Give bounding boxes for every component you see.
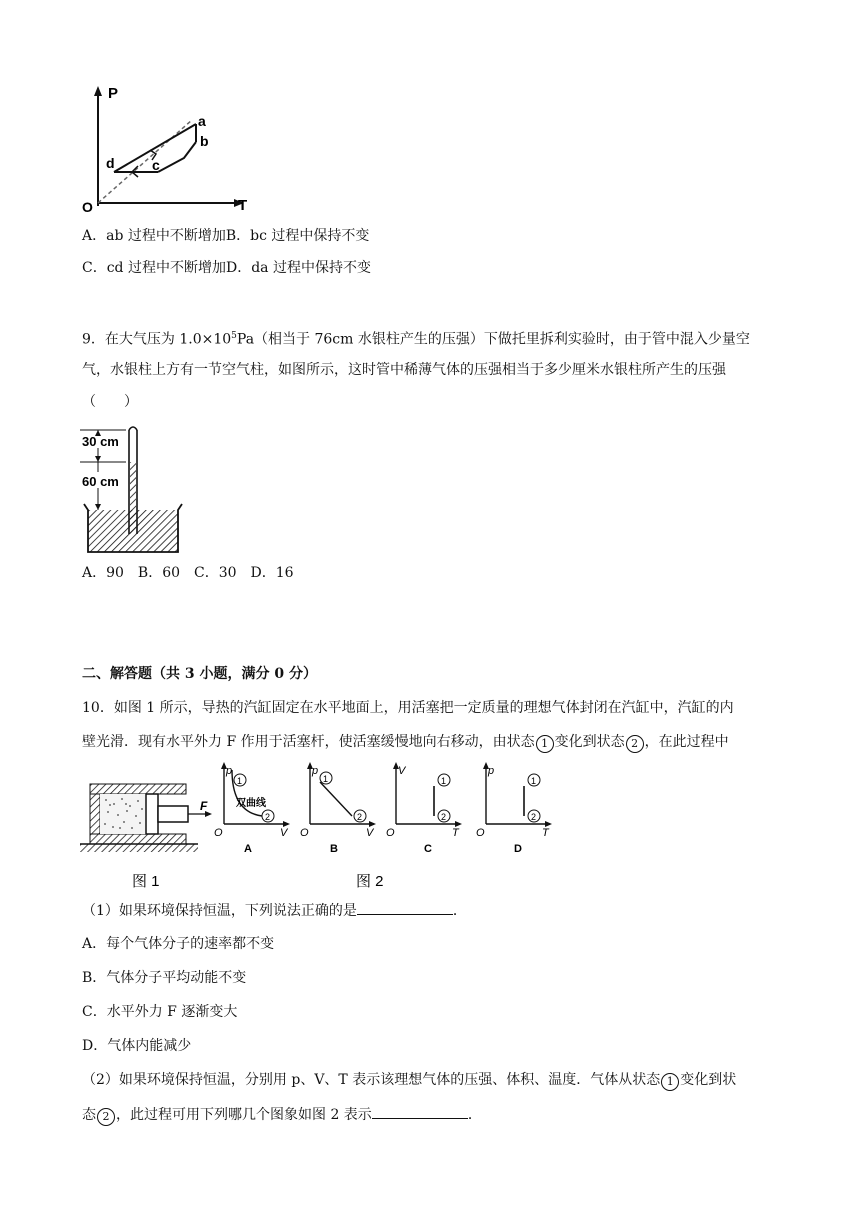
fig2-caption: 图 2: [356, 873, 384, 890]
q10-sub2-part-c: 态: [82, 1107, 96, 1123]
graph-b-state-1: 1: [323, 774, 329, 784]
q9-stem-line-2: 气，水银柱上方有一节空气柱，如图所示，这时管中稀薄气体的压强相当于多少厘米水银柱所产生的压强: [82, 362, 726, 378]
q10-stem-part-a: 壁光滑．现有水平外力 F 作用于活塞杆，使活塞缓慢地向右移动，由状态: [82, 734, 535, 750]
q10-sub1-question: [82, 900, 467, 921]
graph-d: [476, 762, 552, 855]
q9-stem-post: Pa（相当于 76cm 水银柱产生的压强）下做托里拆利实验时，由于管中混入少量空: [236, 331, 750, 348]
force-f-label: F: [200, 799, 208, 813]
graph-d-state-2: 2: [531, 812, 537, 822]
graph-b-y-label: p: [312, 765, 319, 777]
q8-options-line-1: A．ab 过程中不断增加B．bc 过程中保持不变: [82, 228, 370, 244]
q9-stem-line-3: （ ）: [82, 394, 138, 410]
q9-exponent: 5: [231, 331, 237, 341]
graph-a: [214, 762, 290, 855]
q10-stem-line-1: 10．如图 1 所示，导热的汽缸固定在水平地面上，用活塞把一定质量的理想气体封闭在汽缸中，汽缸的内: [82, 700, 734, 716]
q10-sub2-line-2: [82, 1104, 482, 1126]
graph-a-letter: A: [244, 843, 252, 855]
graph-b: [300, 762, 376, 855]
q10-option-b: B．气体分子平均动能不变: [82, 970, 247, 986]
graph-b-state-2: 2: [357, 812, 363, 822]
sub2-state-1-circle: 1: [661, 1073, 679, 1091]
q10-sub2-part-a: （2）如果环境保持恒温，分别用 p、V、T 表示该理想气体的压强、体积、温度．气体从状态: [82, 1072, 661, 1088]
graph-b-origin: O: [300, 827, 309, 839]
q9-stem-line-1: [82, 326, 750, 350]
axis-p-label: P: [108, 85, 119, 102]
graph-c-state-2: 2: [441, 812, 447, 822]
q10-sub2-end: ．: [467, 1107, 482, 1123]
q10-option-c: C．水平外力 F 逐渐变大: [82, 1004, 238, 1020]
q9-tube-diagram: [80, 420, 190, 556]
q10-sub2-line-1: [82, 1070, 736, 1091]
graph-a-state-2: 2: [265, 812, 271, 822]
graph-d-letter: D: [514, 843, 522, 855]
graph-c-letter: C: [424, 843, 432, 855]
graph-c-x-label: T: [452, 827, 459, 839]
section-heading: 二、解答题（共 3 小题，满分 0 分）: [82, 666, 317, 682]
q10-stem-part-c: ，在此过程中: [644, 734, 729, 750]
graph-c: [386, 762, 462, 855]
answer-blank-2[interactable]: [372, 1104, 468, 1119]
graph-b-letter: B: [330, 843, 338, 855]
length-30cm-label: 30 cm: [82, 434, 119, 449]
origin-label: O: [82, 199, 93, 214]
q10-stem-part-b: 变化到状态: [554, 734, 625, 750]
answer-blank-1[interactable]: [357, 900, 453, 915]
q10-sub2-part-d: ，此过程可用下列哪几个图象如图 2 表示: [116, 1107, 372, 1123]
point-b-label: b: [200, 133, 209, 149]
q10-stem-line-2: [82, 732, 729, 753]
point-c-label: c: [152, 157, 160, 173]
graph-a-state-1: 1: [237, 776, 243, 786]
graph-c-y-label: V: [398, 765, 406, 777]
q9-stem-pre: 9．在大气压为 1.0×10: [82, 331, 232, 348]
q9-options: A．90 B．60 C．30 D．16: [82, 565, 294, 581]
graph-c-origin: O: [386, 827, 395, 839]
q10-sub2-part-b: 变化到状: [680, 1072, 737, 1088]
graph-d-state-1: 1: [531, 776, 537, 786]
graph-c-state-1: 1: [441, 776, 447, 786]
fig1-cylinder: [80, 760, 220, 890]
fig1-caption: 图 1: [132, 873, 160, 890]
graph-a-origin: O: [214, 827, 223, 839]
state-1-circle: 1: [536, 735, 554, 753]
graph-d-origin: O: [476, 827, 485, 839]
graph-b-x-label: V: [366, 827, 374, 839]
graph-a-y-label: p: [226, 765, 233, 777]
axis-t-label: T: [238, 197, 248, 214]
q8-pt-diagram: [80, 84, 260, 214]
q10-sub1-text: （1）如果环境保持恒温，下列说法正确的是: [82, 903, 357, 919]
q10-option-d: D．气体内能减少: [82, 1038, 192, 1054]
q10-option-a: A．每个气体分子的速率都不变: [82, 936, 275, 952]
point-d-label: d: [106, 155, 115, 171]
sub2-state-2-circle: 2: [97, 1108, 115, 1126]
graph-d-x-label: T: [542, 827, 549, 839]
point-a-label: a: [198, 113, 206, 129]
graph-a-x-label: V: [280, 827, 288, 839]
q10-sub1-end: ．: [452, 903, 467, 919]
length-60cm-label: 60 cm: [82, 474, 119, 489]
fig2-graphs: [210, 760, 560, 890]
graph-d-y-label: p: [488, 765, 495, 777]
state-2-circle: 2: [626, 735, 644, 753]
q8-options-line-2: C．cd 过程中不断增加D．da 过程中保持不变: [82, 260, 371, 276]
hyperbola-label: 双曲线: [236, 798, 266, 809]
